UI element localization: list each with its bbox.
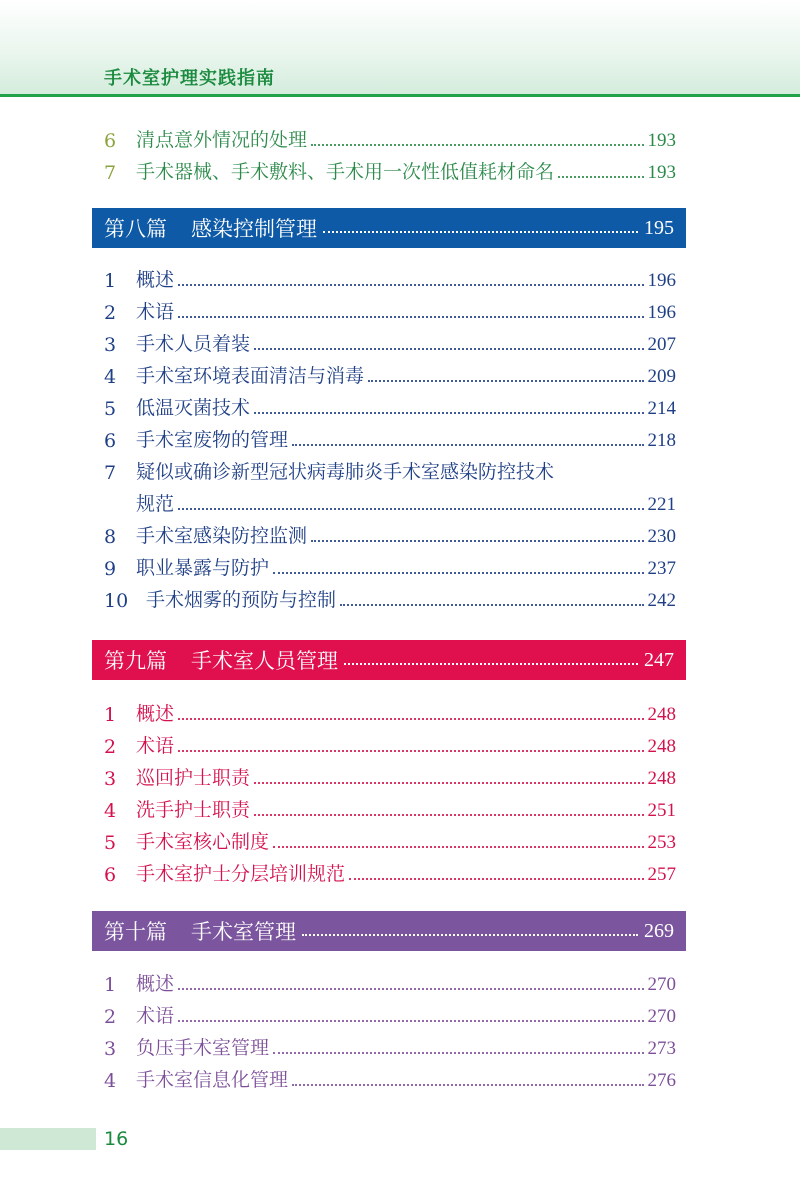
entry-title: 手术器械、手术敷料、手术用一次性低值耗材命名: [136, 161, 555, 183]
entry-title: 手术室核心制度: [136, 831, 270, 853]
toc-entry[interactable]: [104, 152, 676, 184]
toc-entry[interactable]: [104, 726, 676, 758]
entry-title: 手术室信息化管理: [136, 1069, 289, 1091]
entry-page: 221: [647, 494, 676, 515]
entry-title: 概述: [136, 973, 175, 995]
toc-entry[interactable]: [104, 260, 676, 292]
part-title: 感染控制管理: [191, 217, 317, 241]
leader-dots: [558, 176, 643, 178]
entry-title: 清点意外情况的处理: [136, 129, 308, 151]
entry-number: 3: [104, 1038, 117, 1060]
part-page: 195: [644, 216, 674, 239]
part-title: 手术室人员管理: [191, 649, 338, 673]
entry-title: 负压手术室管理: [136, 1037, 270, 1059]
entry-page: 196: [647, 270, 676, 291]
toc-entry[interactable]: [104, 1060, 676, 1092]
leader-dots: [311, 540, 643, 542]
entry-title: 疑似或确诊新型冠状病毒肺炎手术室感染防控技术: [136, 461, 555, 483]
running-header: [0, 0, 800, 96]
toc-entry[interactable]: [104, 452, 676, 484]
leader-dots: [254, 412, 643, 414]
leader-dots: [178, 316, 643, 318]
entry-number: 4: [104, 800, 117, 822]
entry-page: 251: [647, 800, 676, 821]
entry-page: 242: [647, 590, 676, 611]
toc-entry[interactable]: [104, 548, 676, 580]
leader-dots: [368, 380, 643, 382]
leader-dots: [178, 1020, 643, 1022]
entry-number: 5: [104, 832, 117, 854]
leader-dots: [273, 846, 643, 848]
entry-title: 概述: [136, 269, 175, 291]
part-number: 第九篇: [104, 649, 167, 673]
leader-dots: [273, 572, 643, 574]
toc-entry[interactable]: [104, 516, 676, 548]
entry-page: 193: [647, 162, 676, 183]
entry-number: 1: [104, 704, 117, 726]
entry-page: 209: [647, 366, 676, 387]
toc-entry[interactable]: [104, 822, 676, 854]
part-number: 第十篇: [104, 920, 167, 944]
entry-number: 2: [104, 302, 117, 324]
entry-page: 273: [647, 1038, 676, 1059]
leader-dots: [178, 508, 643, 510]
entry-page: 230: [647, 526, 676, 547]
entry-title: 术语: [136, 301, 175, 323]
toc-entry[interactable]: [104, 420, 676, 452]
toc-entry[interactable]: [104, 694, 676, 726]
entry-title: 手术室护士分层培训规范: [136, 863, 346, 885]
entry-title: 职业暴露与防护: [136, 557, 270, 579]
toc-entry[interactable]: [104, 324, 676, 356]
toc-entry[interactable]: [104, 1028, 676, 1060]
part-9-entries: [104, 694, 676, 886]
entry-page: 218: [647, 430, 676, 451]
leader-dots: [311, 144, 643, 146]
leader-dots: [254, 814, 643, 816]
leader-dots: [349, 878, 643, 880]
part-title: 手术室管理: [191, 920, 296, 944]
entry-number: 2: [104, 1006, 117, 1028]
toc-entry[interactable]: [104, 996, 676, 1028]
toc-entry[interactable]: [104, 854, 676, 886]
part-8-entries: [104, 260, 676, 612]
toc-entry-continuation[interactable]: [104, 484, 676, 516]
entry-page: 196: [647, 302, 676, 323]
entry-number: 7: [104, 462, 117, 484]
book-title: 手术室护理实践指南: [104, 68, 275, 89]
leader-dots: [273, 1052, 643, 1054]
toc-entry[interactable]: [104, 356, 676, 388]
entry-title: 手术室废物的管理: [136, 429, 289, 451]
entry-page: 276: [647, 1070, 676, 1091]
leader-dots: [340, 604, 643, 606]
entry-title: 术语: [136, 735, 175, 757]
entry-number: 6: [104, 130, 117, 152]
entry-page: 248: [647, 736, 676, 757]
footer-accent-bar: [0, 1128, 96, 1150]
toc-entry[interactable]: [104, 964, 676, 996]
leader-dots: [178, 284, 643, 286]
part-page: 247: [644, 648, 674, 671]
entry-number: 8: [104, 526, 117, 548]
entry-number: 4: [104, 1070, 117, 1092]
part-page: 269: [644, 919, 674, 942]
entry-title: 手术人员着装: [136, 333, 251, 355]
entry-number: 9: [104, 558, 117, 580]
entry-title: 手术室感染防控监测: [136, 525, 308, 547]
entry-number: 3: [104, 334, 117, 356]
toc-entry[interactable]: [104, 120, 676, 152]
leader-dots: [178, 750, 643, 752]
toc-entry[interactable]: [104, 580, 676, 612]
entry-number: 10: [104, 590, 129, 612]
part-number: 第八篇: [104, 217, 167, 241]
entry-title: 术语: [136, 1005, 175, 1027]
entry-title: 巡回护士职责: [136, 767, 251, 789]
entry-title: 低温灭菌技术: [136, 397, 251, 419]
toc-entry[interactable]: [104, 388, 676, 420]
entry-page: 207: [647, 334, 676, 355]
leader-dots: [302, 934, 638, 936]
leader-dots: [254, 348, 643, 350]
leader-dots: [178, 988, 643, 990]
entry-number: 1: [104, 974, 117, 996]
page-number: 16: [104, 1128, 129, 1150]
header-divider: [0, 94, 800, 97]
entry-number: 7: [104, 162, 117, 184]
leader-dots: [254, 782, 643, 784]
entry-number: 3: [104, 768, 117, 790]
entry-page: 253: [647, 832, 676, 853]
part-8-heading[interactable]: [92, 208, 686, 248]
leader-dots: [178, 718, 643, 720]
entry-page: 193: [647, 130, 676, 151]
part-10-entries: [104, 964, 676, 1092]
entry-page: 248: [647, 704, 676, 725]
entry-number: 4: [104, 366, 117, 388]
toc-entry[interactable]: [104, 292, 676, 324]
entry-page: 257: [647, 864, 676, 885]
entry-page: 270: [647, 1006, 676, 1027]
toc-prev-items: [104, 120, 676, 184]
entry-title: 手术烟雾的预防与控制: [146, 589, 337, 611]
part-10-heading[interactable]: [92, 911, 686, 951]
entry-title: 手术室环境表面清洁与消毒: [136, 365, 365, 387]
entry-number: 6: [104, 864, 117, 886]
entry-title-continued: 规范: [136, 493, 175, 515]
entry-number: 5: [104, 398, 117, 420]
toc-entry[interactable]: [104, 758, 676, 790]
leader-dots: [344, 663, 638, 665]
entry-number: 2: [104, 736, 117, 758]
leader-dots: [292, 1084, 643, 1086]
entry-page: 248: [647, 768, 676, 789]
leader-dots: [292, 444, 643, 446]
leader-dots: [323, 231, 638, 233]
entry-page: 214: [647, 398, 676, 419]
entry-title: 概述: [136, 703, 175, 725]
toc-entry[interactable]: [104, 790, 676, 822]
entry-page: 237: [647, 558, 676, 579]
entry-number: 6: [104, 430, 117, 452]
entry-title: 洗手护士职责: [136, 799, 251, 821]
part-9-heading[interactable]: [92, 640, 686, 680]
entry-page: 270: [647, 974, 676, 995]
entry-number: 1: [104, 270, 117, 292]
